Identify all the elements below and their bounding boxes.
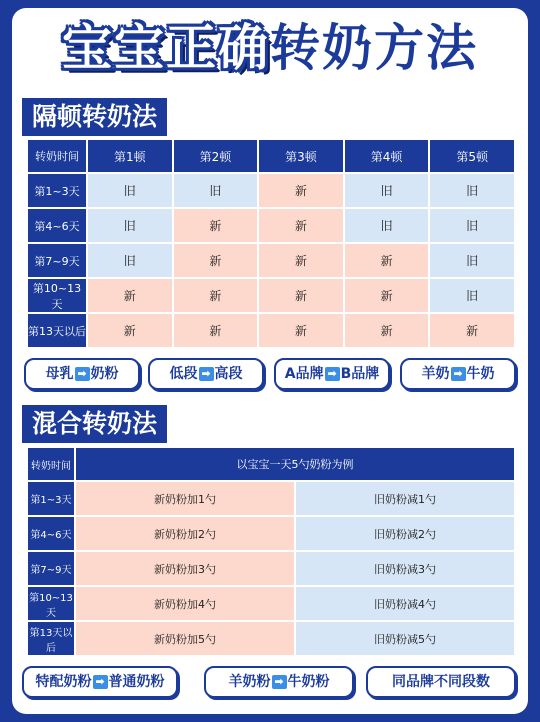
table-header-row [27,139,515,173]
row-label: 第7~9天 [27,243,87,278]
table-cell: 新 [173,278,259,313]
table-cell: 新 [344,243,430,278]
tag-from: 羊奶粉 [228,674,271,690]
tag-from: 特配奶粉 [35,674,92,690]
tag-from: 低段 [169,366,198,382]
row-label: 第7~9天 [27,551,75,586]
row-label: 第13天以后 [27,313,87,348]
tag-brand-a-to-b [274,358,390,390]
new-formula-cell: 新奶粉加1勺 [75,481,295,516]
table-cell: 旧 [344,208,430,243]
table-cell: 新 [258,313,344,348]
section1-heading: 隔顿转奶法 [22,98,167,136]
row-label: 第1~3天 [27,481,75,516]
table-cell: 旧 [87,208,173,243]
column-header: 第4顿 [344,139,430,173]
right-arrow-icon: ➡ [75,367,90,381]
old-formula-cell: 旧奶粉减3勺 [295,551,515,586]
table-row [27,243,515,278]
corner-cell: 转奶时间 [27,139,87,173]
table-cell: 旧 [87,173,173,208]
row-label: 第10~13天 [27,278,87,313]
table-cell: 新 [173,208,259,243]
new-formula-cell: 新奶粉加4勺 [75,586,295,621]
right-arrow-icon: ➡ [199,367,214,381]
table-cell: 新 [87,278,173,313]
new-formula-cell: 新奶粉加5勺 [75,621,295,656]
old-formula-cell: 旧奶粉减1勺 [295,481,515,516]
table-header-row [27,447,515,481]
tag-special-to-regular-formula [22,666,178,698]
tag-goat-to-cow-milk [400,358,516,390]
tag-breastmilk-to-formula [24,358,140,390]
table-row [27,621,515,656]
right-arrow-icon: ➡ [451,367,466,381]
row-label: 第4~6天 [27,208,87,243]
tag-to: 高段 [214,366,243,382]
table-cell: 旧 [173,173,259,208]
table-cell: 旧 [429,208,515,243]
alternating-feeding-table [26,138,516,349]
new-formula-cell: 新奶粉加2勺 [75,516,295,551]
table-row [27,208,515,243]
tag-to: 牛奶 [466,366,495,382]
table-cell: 新 [87,313,173,348]
example-header: 以宝宝一天5勺奶粉为例 [75,447,515,481]
table-row [27,516,515,551]
table-cell: 旧 [344,173,430,208]
table-cell: 旧 [429,173,515,208]
mixed-feeding-table [26,446,516,657]
old-formula-cell: 旧奶粉减5勺 [295,621,515,656]
tag-to: B品牌 [340,366,380,382]
table-row [27,278,515,313]
table-cell: 旧 [87,243,173,278]
table-row [27,586,515,621]
section2-heading: 混合转奶法 [22,405,167,443]
table-row [27,173,515,208]
poster [12,8,528,714]
tag-goat-to-cow-formula [204,666,354,698]
corner-cell: 转奶时间 [27,447,75,481]
table-cell: 旧 [429,278,515,313]
old-formula-cell: 旧奶粉减4勺 [295,586,515,621]
tag-same-brand-different-stage: 同品牌不同段数 [366,666,516,698]
table-cell: 旧 [429,243,515,278]
table-cell: 新 [344,313,430,348]
row-label: 第10~13天 [27,586,75,621]
tag-low-to-high-stage [148,358,264,390]
page-title [12,14,528,82]
table-row [27,551,515,586]
column-header: 第3顿 [258,139,344,173]
table-cell: 新 [258,243,344,278]
new-formula-cell: 新奶粉加3勺 [75,551,295,586]
title-part-2: 转奶方法 [270,19,478,77]
column-header: 第1顿 [87,139,173,173]
right-arrow-icon: ➡ [272,675,287,689]
table-cell: 新 [258,278,344,313]
tag-from: 羊奶 [421,366,450,382]
title-part-1: 宝宝正确 [62,19,270,77]
table-row [27,313,515,348]
table-cell: 新 [258,208,344,243]
table-cell: 新 [258,173,344,208]
right-arrow-icon: ➡ [325,367,340,381]
tag-from: 母乳 [45,366,74,382]
tag-to: 牛奶粉 [287,674,330,690]
column-header: 第2顿 [173,139,259,173]
row-label: 第1~3天 [27,173,87,208]
right-arrow-icon: ➡ [93,675,108,689]
row-label: 第13天以后 [27,621,75,656]
table-cell: 新 [173,313,259,348]
table-row [27,481,515,516]
row-label: 第4~6天 [27,516,75,551]
column-header: 第5顿 [429,139,515,173]
tag-to: 普通奶粉 [108,674,165,690]
table-cell: 新 [344,278,430,313]
tag-from: A品牌 [284,366,324,382]
table-cell: 新 [429,313,515,348]
table-cell: 新 [173,243,259,278]
old-formula-cell: 旧奶粉减2勺 [295,516,515,551]
tag-to: 奶粉 [90,366,119,382]
